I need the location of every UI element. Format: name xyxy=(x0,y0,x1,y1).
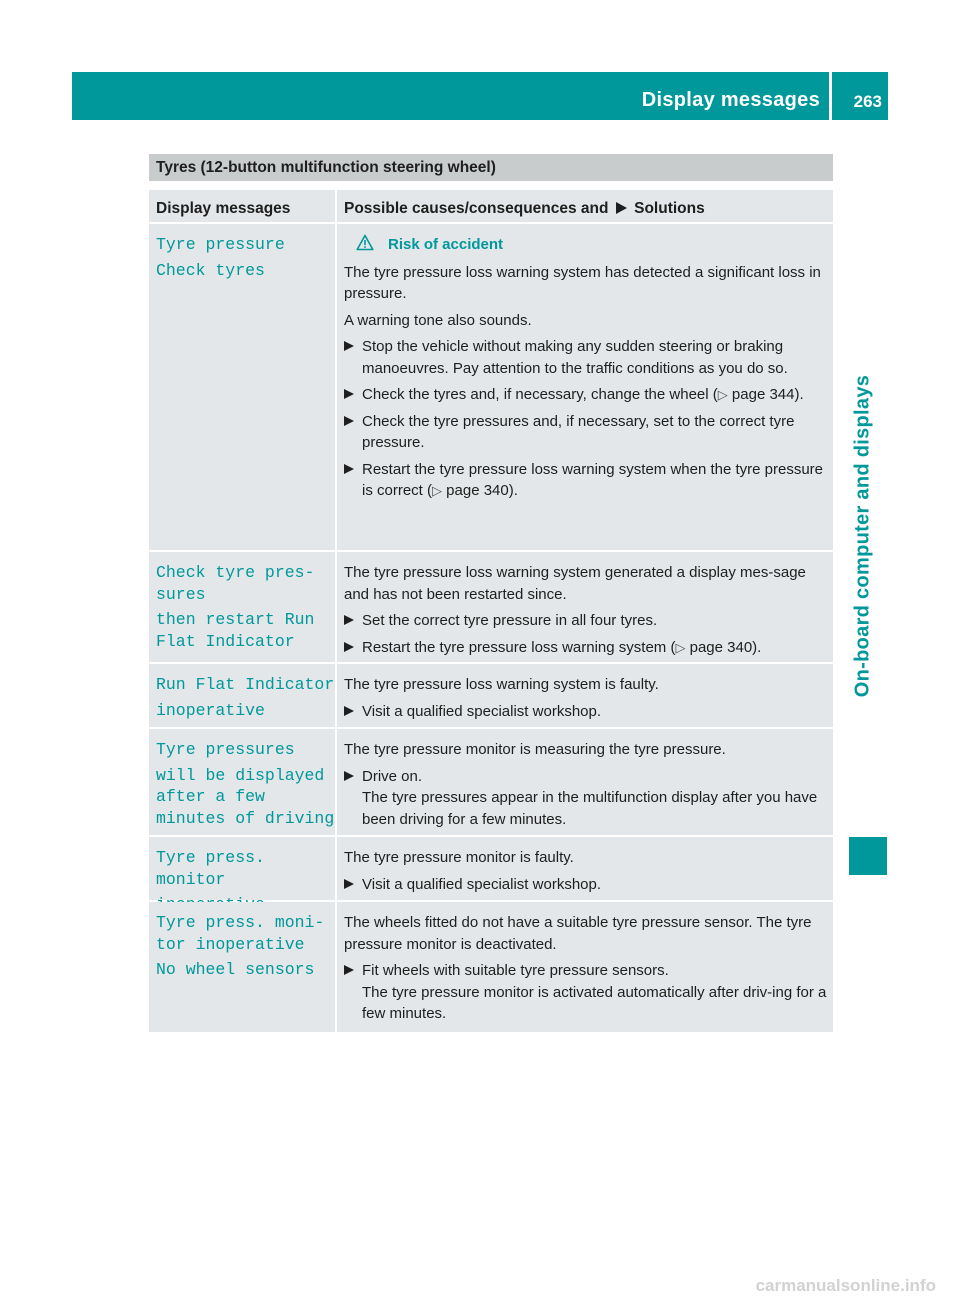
warning-text: Risk of accident xyxy=(388,236,504,253)
solution-step xyxy=(344,459,829,502)
column-header-causes-label: Possible causes/consequences and xyxy=(344,200,609,217)
step-text: Visit a qualified specialist workshop. xyxy=(362,702,602,720)
page-header xyxy=(72,72,888,120)
table-row-5-solution xyxy=(337,837,833,900)
step-text: Visit a qualified specialist workshop. xyxy=(362,875,602,893)
display-message: Run Flat Indicator xyxy=(156,675,335,694)
table-row-4-solution xyxy=(337,729,833,835)
chapter-marker xyxy=(849,837,887,875)
step-text: page 340). xyxy=(685,638,762,656)
step-text: page 344). xyxy=(727,386,804,403)
solution-step xyxy=(344,701,829,723)
description: The wheels fitted do not have a suitable tyre pressure sensor. The tyre pressure monitor is deactivated. xyxy=(344,914,812,953)
page-reference-icon: ▷ xyxy=(432,483,443,498)
display-message: will be displayed after a few minutes of driving xyxy=(156,765,335,828)
table-title: Tyres (12-button multifunction steering wheel) xyxy=(156,159,496,176)
table-row-3-solution xyxy=(337,664,833,727)
watermark: carmanualsonline.info xyxy=(755,1276,936,1295)
display-message: Tyre pressures xyxy=(156,740,295,759)
column-header-solutions-label: Solutions xyxy=(634,200,705,217)
step-text: Restart the tyre pressure loss warning system when the tyre pressure is correct ( xyxy=(362,460,824,499)
description: The tyre pressure monitor is measuring the tyre pressure. xyxy=(344,741,726,758)
display-message: Tyre press. monitor xyxy=(156,848,265,889)
table-row-1-solution xyxy=(337,224,833,550)
display-message: No wheel sensors xyxy=(156,960,315,979)
arrow-icon xyxy=(616,202,627,214)
step-text: Stop the vehicle without making any sudden steering or braking manoeuvres. Pay attention to the traffic conditions as you do so. xyxy=(362,338,788,377)
warning-heading xyxy=(344,234,829,256)
solution-step xyxy=(344,411,829,454)
description: The tyre pressure loss warning system generated a display mes-sage and has not been restarted since. xyxy=(344,564,806,603)
table-row-2-solution xyxy=(337,552,833,662)
table-row-6-solution xyxy=(337,902,833,1032)
header-divider xyxy=(829,72,832,120)
display-message: Tyre press. moni‑ tor inoperative xyxy=(156,913,325,954)
display-message: Check tyres xyxy=(156,260,265,280)
step-arrow-icon xyxy=(344,341,354,351)
step-text: page 340). xyxy=(442,482,518,499)
step-text: Drive on. xyxy=(362,767,423,785)
solution-step xyxy=(344,766,829,831)
chapter-side-tab xyxy=(838,130,888,942)
step-arrow-icon xyxy=(344,464,354,474)
page-number: 263 xyxy=(853,92,882,111)
step-arrow-icon xyxy=(344,771,354,781)
solution-step xyxy=(344,610,829,632)
chapter-label: On-board computer and displays xyxy=(851,374,874,698)
table-row-3-message xyxy=(149,664,335,727)
step-arrow-icon xyxy=(344,965,354,975)
step-text: Restart the tyre pressure loss warning system ( xyxy=(362,638,676,656)
description: A warning tone also sounds. xyxy=(344,311,532,329)
description: The tyre pressure loss warning system is faulty. xyxy=(344,676,659,693)
solution-step xyxy=(344,874,829,896)
step-arrow-icon xyxy=(344,879,354,889)
step-arrow-icon xyxy=(344,416,354,426)
solution-step xyxy=(344,336,829,379)
column-header-messages-label: Display messages xyxy=(156,200,291,217)
column-header-solutions xyxy=(337,190,833,222)
step-text: Check the tyre pressures and, if necessary, set to the correct tyre pressure. xyxy=(362,412,795,451)
step-arrow-icon xyxy=(344,642,354,652)
table-row-6-message xyxy=(149,902,335,1032)
step-detail: The tyre pressure monitor is activated automatically after driv-ing for a few minutes. xyxy=(362,983,827,1022)
display-message: Check tyre pres‑ sures xyxy=(156,563,315,604)
table-row-2-message xyxy=(149,552,335,662)
solution-step xyxy=(344,384,829,406)
description: The tyre pressure loss warning system has detected a significant loss in pressure. xyxy=(344,263,821,302)
step-arrow-icon xyxy=(344,389,354,399)
step-arrow-icon xyxy=(344,615,354,625)
display-message: then restart Run Flat Indicator xyxy=(156,610,315,651)
step-text: Fit wheels with suitable tyre pressure sensors. xyxy=(362,962,669,979)
step-text: Check the tyres and, if necessary, change the wheel ( xyxy=(362,386,718,403)
display-message: inoperative xyxy=(156,700,265,720)
warning-triangle-icon xyxy=(356,234,374,251)
step-arrow-icon xyxy=(344,706,354,716)
table-row-5-message xyxy=(149,837,335,900)
step-detail: The tyre pressures appear in the multifunction display after you have been driving for a few minutes. xyxy=(362,789,818,828)
page-reference-icon: ▷ xyxy=(717,387,728,402)
display-message: Tyre pressure xyxy=(156,235,285,254)
table-row-4-message xyxy=(149,729,335,835)
page-reference-icon: ▷ xyxy=(675,639,686,655)
solution-step xyxy=(344,637,829,659)
solution-step xyxy=(344,960,829,1025)
table-row-1-message xyxy=(149,224,335,550)
description: The tyre pressure monitor is faulty. xyxy=(344,849,574,866)
table-title-bar xyxy=(149,154,833,181)
column-header-messages xyxy=(149,190,335,222)
step-text: Set the correct tyre pressure in all four tyres. xyxy=(362,612,658,629)
section-title: Display messages xyxy=(641,89,820,111)
